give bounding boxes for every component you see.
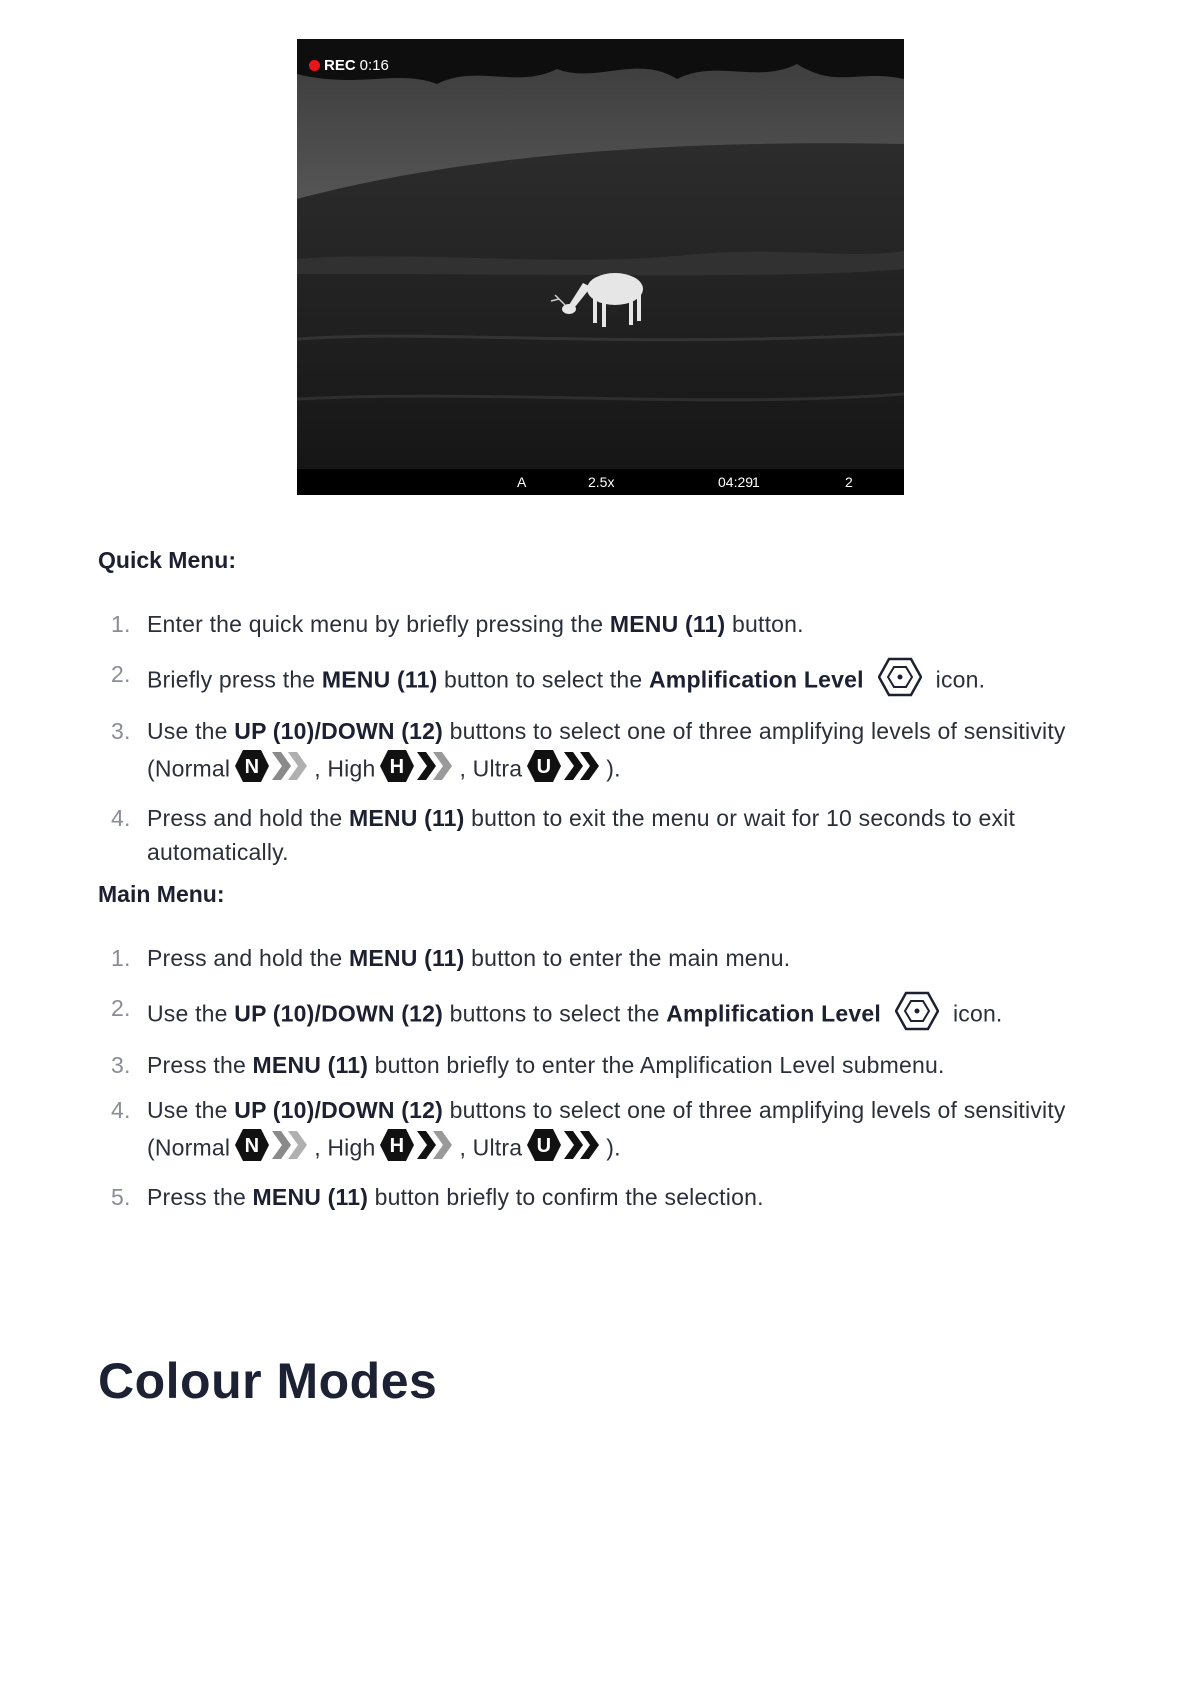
step-text: ).	[606, 1134, 621, 1161]
amplification-level-icon	[878, 657, 922, 706]
section-title: Colour Modes	[98, 1353, 438, 1409]
step-text: , High	[314, 755, 376, 782]
step-number: 3.	[111, 718, 131, 744]
step-text: icon.	[952, 1000, 1003, 1027]
step-text: buttons to select one of three amplifying levels of sensitivity (Normal	[147, 1097, 1066, 1161]
step-text: Press the	[147, 1052, 253, 1078]
list-item	[98, 1048, 1108, 1082]
normal-level-icon	[234, 1127, 310, 1172]
feature-ref: Amplification Level	[666, 1000, 881, 1027]
quick-menu-heading: Quick Menu:	[98, 547, 237, 573]
status-bar	[297, 469, 904, 495]
step-text: Press and hold the	[147, 945, 349, 971]
main-menu-steps	[98, 941, 1108, 1214]
step-number: 4.	[111, 805, 131, 831]
high-level-icon	[379, 748, 455, 793]
mode-indicator: A	[517, 474, 527, 490]
button-ref: MENU (11)	[609, 611, 726, 637]
list-item	[98, 1180, 1108, 1214]
list-item	[98, 714, 1108, 793]
step-text: icon.	[935, 666, 986, 693]
step-number: 4.	[111, 1097, 131, 1123]
svg-text:H: H	[390, 756, 405, 778]
step-text: , High	[314, 1134, 376, 1161]
step-text: buttons to select one of three amplifying levels of sensitivity (Normal	[147, 718, 1066, 782]
step-number: 5.	[111, 1184, 131, 1210]
list-item	[98, 941, 1108, 975]
button-ref: MENU (11)	[252, 1052, 369, 1078]
svg-text:H: H	[390, 1135, 405, 1157]
ultra-level-icon	[526, 748, 602, 793]
amplification-level-icon	[895, 991, 939, 1040]
button-ref: UP (10)/DOWN (12)	[234, 1097, 443, 1123]
step-number: 2.	[111, 995, 131, 1021]
button-ref: MENU (11)	[252, 1184, 369, 1210]
svg-text:U: U	[536, 1135, 552, 1157]
step-number: 2.	[111, 661, 131, 687]
button-ref: MENU (11)	[348, 945, 465, 971]
step-text: Use the	[147, 718, 235, 744]
step-text: , Ultra	[459, 755, 523, 782]
zoom-level: 2.5x	[588, 474, 615, 490]
step-text: Press the	[147, 1184, 253, 1210]
rec-label: REC	[324, 57, 356, 74]
button-ref: UP (10)/DOWN (12)	[234, 718, 443, 744]
feature-ref: Amplification Level	[648, 666, 864, 693]
main-menu-heading: Main Menu:	[98, 881, 225, 907]
ultra-level-icon	[526, 1127, 602, 1172]
button-ref: UP (10)/DOWN (12)	[234, 1000, 443, 1027]
step-text: button briefly to enter the Amplification Level submenu.	[368, 1052, 945, 1078]
battery-1-label: 1	[752, 474, 760, 490]
rec-time: 0:16	[359, 57, 389, 74]
record-dot-icon	[309, 60, 320, 71]
step-text: , Ultra	[459, 1134, 523, 1161]
normal-level-icon	[234, 748, 310, 793]
list-item	[98, 1093, 1108, 1172]
step-text: button to exit the menu or wait for 10 seconds to exit automatically.	[147, 805, 1016, 865]
step-text: button.	[725, 611, 804, 637]
clock: 04:29	[718, 474, 754, 490]
thermal-image	[297, 39, 904, 495]
svg-text:N: N	[244, 1135, 260, 1157]
list-item	[98, 607, 1108, 641]
step-text: buttons to select the	[443, 1000, 667, 1027]
svg-text:N: N	[244, 756, 260, 778]
list-item	[98, 657, 1108, 706]
list-item	[98, 801, 1108, 869]
step-text: button briefly to confirm the selection.	[368, 1184, 764, 1210]
step-number: 3.	[111, 1052, 131, 1078]
quick-menu-steps	[98, 607, 1108, 869]
high-level-icon	[379, 1127, 455, 1172]
step-text: Briefly press the	[147, 666, 322, 693]
step-text: Use the	[147, 1097, 235, 1123]
step-number: 1.	[111, 945, 131, 971]
step-text: Press and hold the	[147, 805, 349, 831]
list-item	[98, 991, 1108, 1040]
thermal-scene	[297, 39, 904, 495]
button-ref: MENU (11)	[321, 666, 438, 693]
step-text: button to enter the main menu.	[464, 945, 791, 971]
step-number: 1.	[111, 611, 131, 637]
step-text: Enter the quick menu by briefly pressing the	[147, 611, 610, 637]
battery-2-label: 2	[845, 474, 853, 490]
step-text: button to select the	[437, 666, 649, 693]
recording-indicator	[309, 57, 389, 74]
svg-text:U: U	[536, 756, 552, 778]
step-text: ).	[606, 755, 621, 782]
button-ref: MENU (11)	[348, 805, 465, 831]
step-text: Use the	[147, 1000, 235, 1027]
